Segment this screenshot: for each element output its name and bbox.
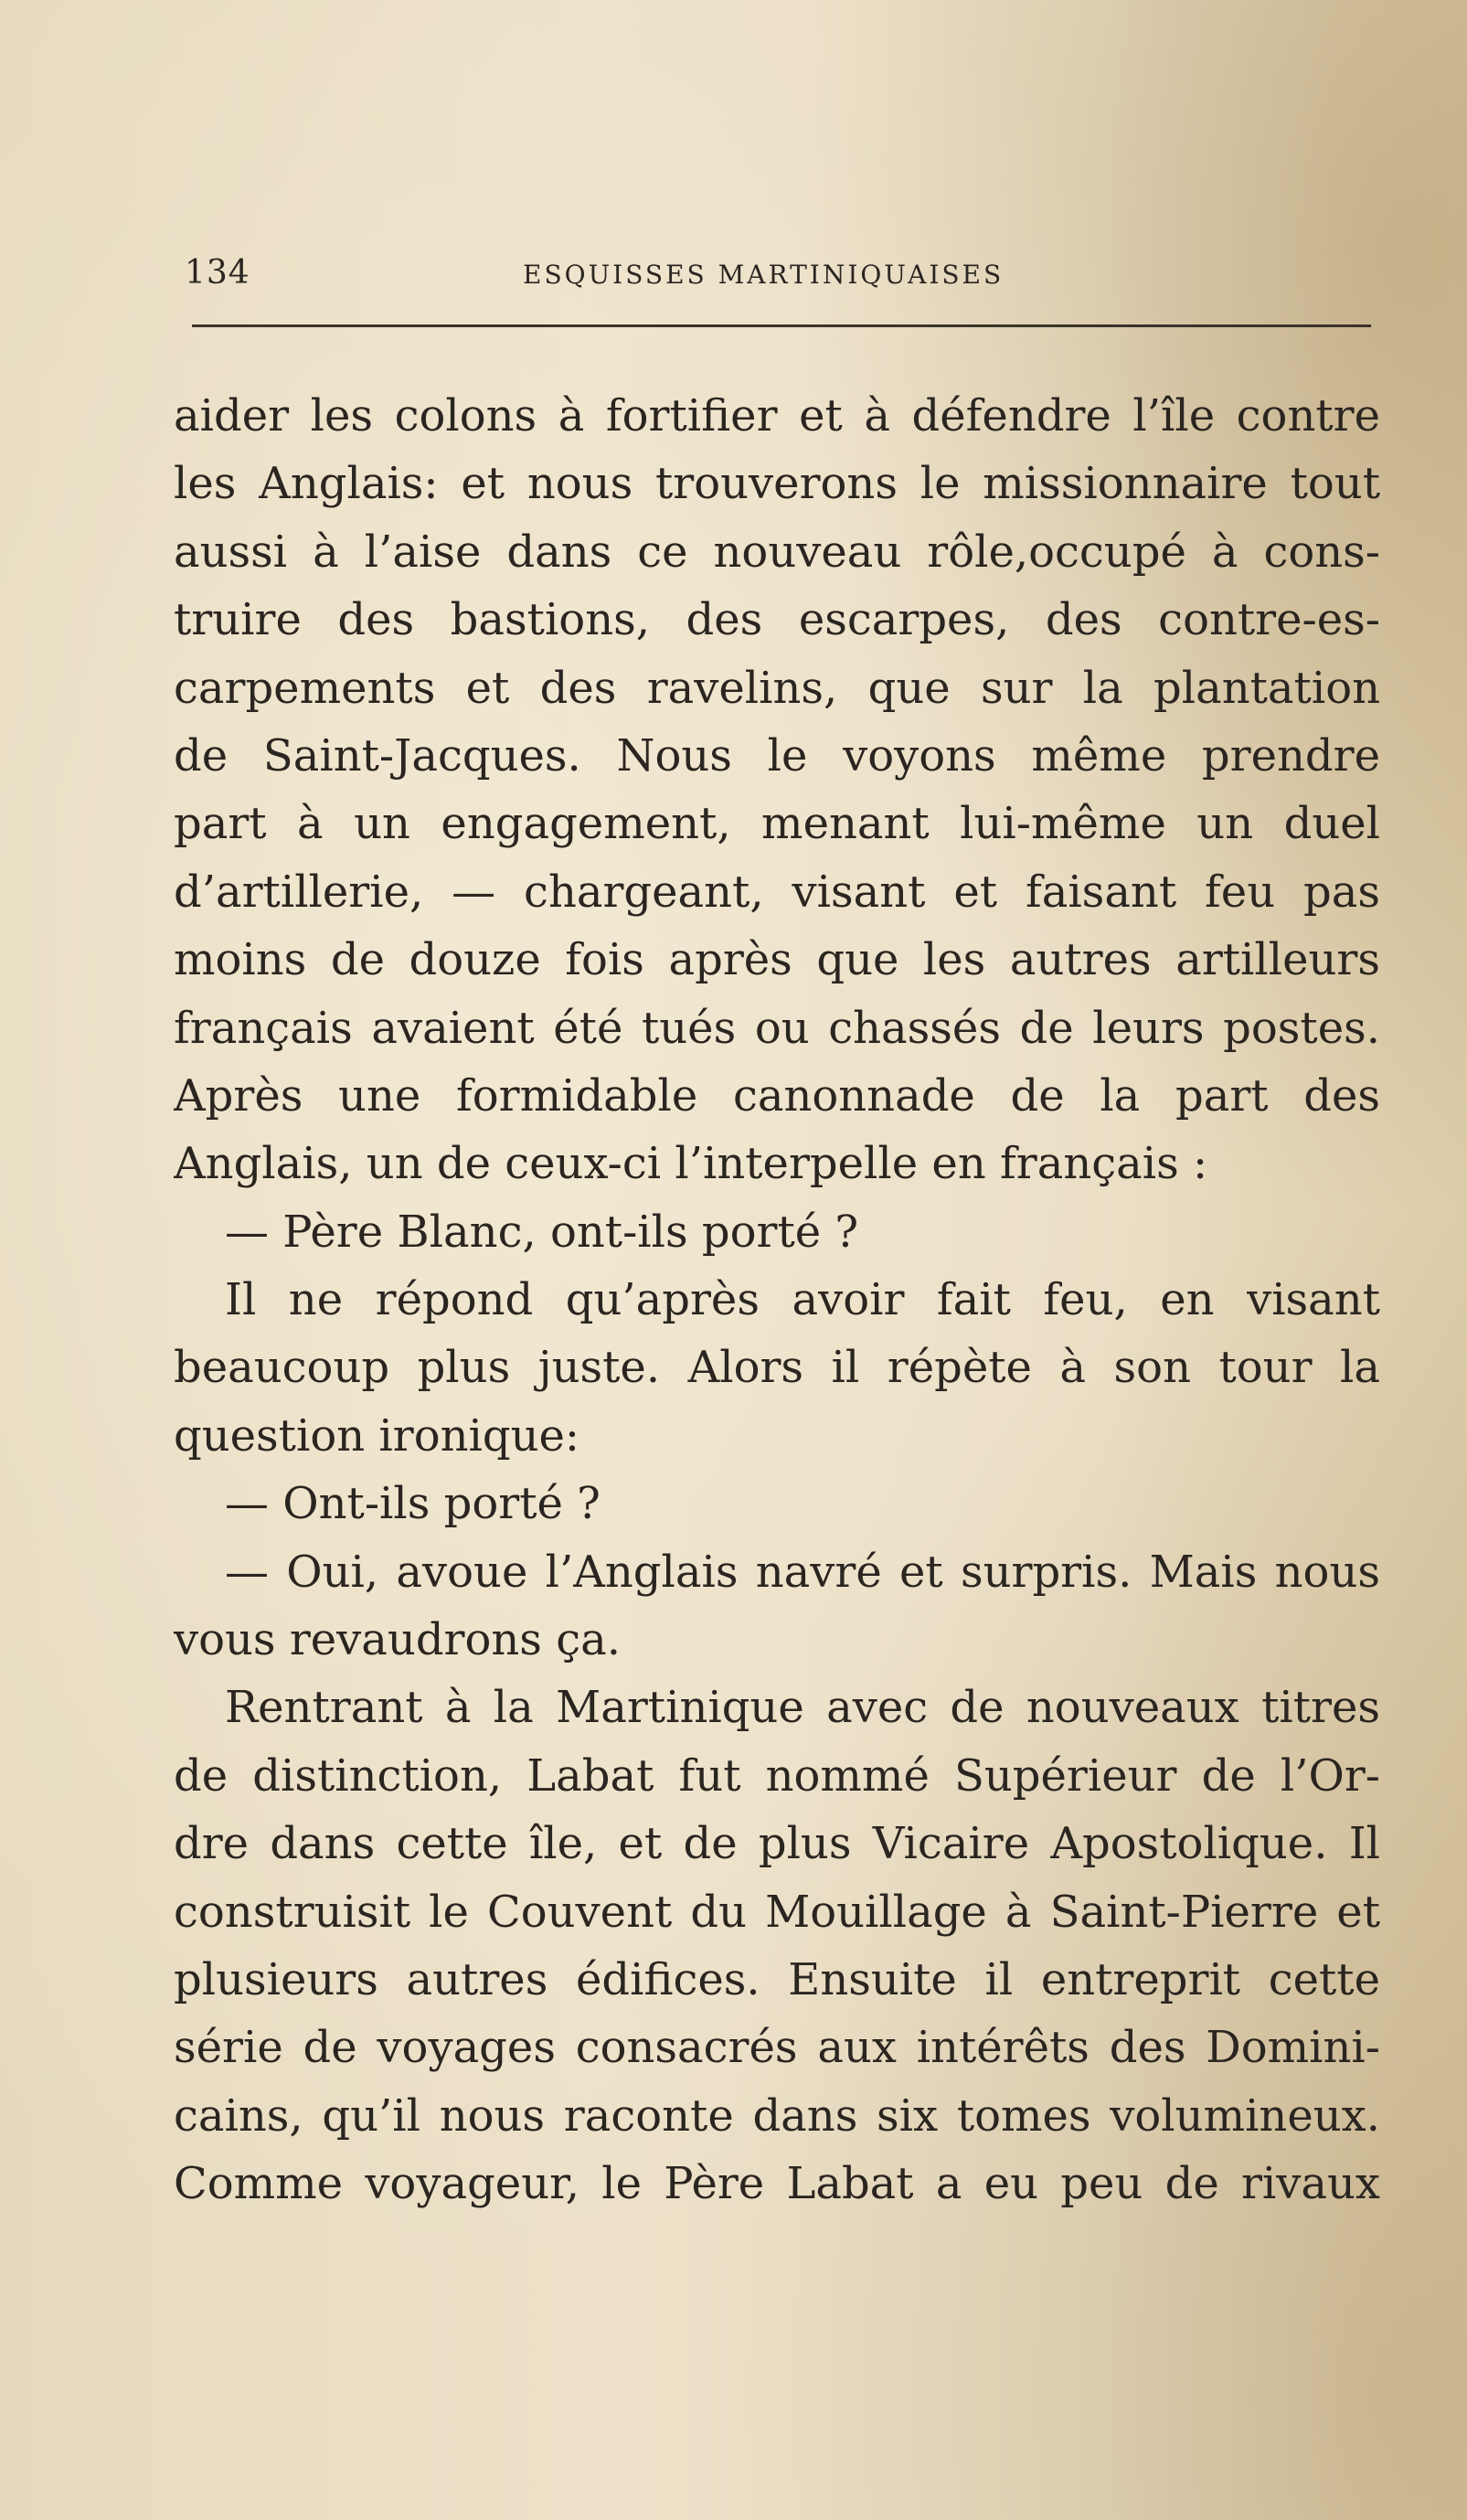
running-title: ESQUISSES MARTINIQUAISES: [523, 260, 1005, 290]
body-text: [174, 382, 1380, 2218]
text-line: cains, qu’il nous raconte dans six tomes volumineux.: [174, 2089, 1380, 2142]
text-line: d’artillerie, — chargeant, visant et faisant feu pas: [174, 866, 1380, 918]
text-line: — Oui, avoue l’Anglais navré et surpris. Mais nous: [225, 1546, 1380, 1598]
text-line: moins de douze fois après que les autres artilleurs: [174, 934, 1380, 986]
text-line: les Anglais: et nous trouverons le missionnaire tout: [174, 458, 1380, 510]
text-line: truire des bastions, des escarpes, des contre-es-: [174, 594, 1380, 646]
text-line: Comme voyageur, le Père Labat a eu peu de rivaux: [174, 2158, 1380, 2210]
text-line: Anglais, un de ceux-ci l’interpelle en français :: [174, 1138, 1208, 1190]
text-line: Après une formidable canonnade de la part des: [174, 1069, 1380, 1122]
page-header: [183, 254, 1371, 300]
text-line: Il ne répond qu’après avoir fait feu, en visant: [225, 1274, 1380, 1326]
page-number: 134: [185, 254, 250, 292]
text-line: de distinction, Labat fut nommé Supérieur de l’Or-: [174, 1749, 1380, 1802]
text-line: part à un engagement, menant lui-même un duel: [174, 798, 1380, 850]
text-line: série de voyages consacrés aux intérêts des Domini-: [174, 2022, 1380, 2074]
text-line: carpements et des ravelins, que sur la plantation: [174, 662, 1380, 714]
text-line: — Père Blanc, ont-ils porté ?: [225, 1206, 859, 1258]
text-line: question ironique:: [174, 1409, 580, 1462]
text-line: français avaient été tués ou chassés de leurs postes.: [174, 1002, 1380, 1054]
text-line: — Ont-ils porté ?: [225, 1478, 601, 1530]
text-line: beaucoup plus juste. Alors il répète à son tour la: [174, 1342, 1380, 1394]
text-line: dre dans cette île, et de plus Vicaire Apostolique. Il: [174, 1818, 1380, 1870]
text-line: construisit le Couvent du Mouillage à Saint-Pierre et: [174, 1886, 1380, 1938]
text-line: aussi à l’aise dans ce nouveau rôle,occupé à cons-: [174, 526, 1380, 578]
text-line: plusieurs autres édifices. Ensuite il entreprit cette: [174, 1953, 1380, 2005]
text-line: vous revaudrons ça.: [174, 1614, 621, 1666]
text-line: aider les colons à fortifier et à défendre l’île contre: [174, 390, 1380, 441]
text-line: de Saint-Jacques. Nous le voyons même prendre: [174, 729, 1380, 782]
header-rule: [192, 324, 1371, 327]
text-line: Rentrant à la Martinique avec de nouveaux titres: [225, 1682, 1380, 1734]
